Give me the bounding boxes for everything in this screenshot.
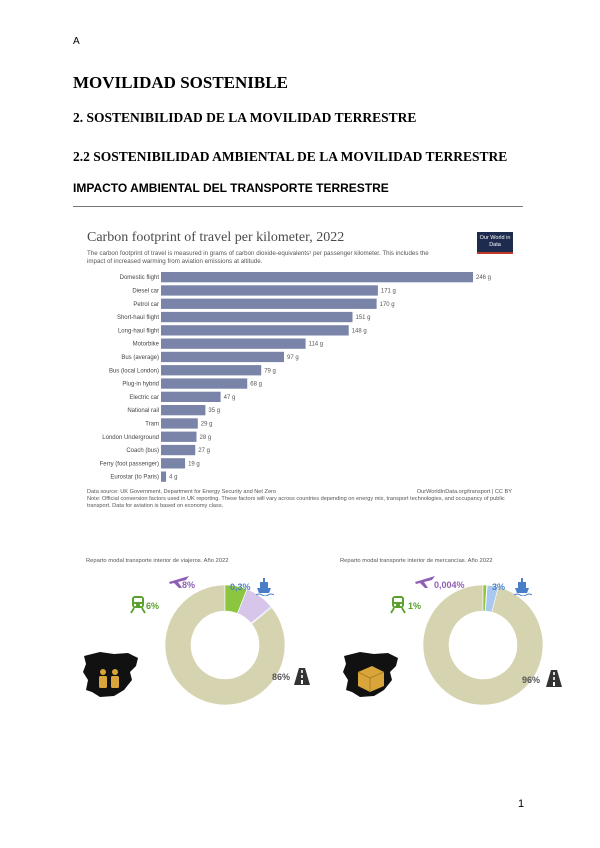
bar (161, 352, 284, 362)
bar (161, 299, 377, 309)
bar-category-label: Motorbike (132, 341, 159, 348)
bar-category-label: Long-haul flight (117, 328, 159, 335)
bar (161, 378, 247, 388)
bar (161, 312, 353, 322)
bar-value-label: 79 g (264, 368, 276, 375)
bar-value-label: 29 g (200, 421, 213, 428)
bar (161, 325, 349, 335)
chart-title: Carbon footprint of travel per kilometer, 2022 (87, 230, 345, 245)
bar-value-label: 170 g (379, 301, 395, 308)
spain-silhouette (83, 652, 138, 697)
bar-category-label: Bus (average) (121, 354, 159, 361)
bar-value-label: 171 g (380, 288, 396, 295)
freight-air-label: 0,004% (434, 580, 465, 590)
passengers-rail-label: 6% (146, 601, 160, 611)
bar (161, 445, 195, 455)
bar-category-label: Coach (bus) (126, 448, 159, 455)
passengers-road-label: 86% (272, 672, 291, 682)
bar (161, 472, 166, 482)
chart-credit: OurWorldInData.org/transport | CC BY (416, 489, 512, 495)
bar-value-label: 27 g (198, 448, 210, 455)
bar-category-label: Domestic flight (119, 275, 159, 282)
bar-value-label: 148 g (351, 328, 367, 335)
bar (161, 405, 205, 415)
chart-subtitle: The carbon footprint of travel is measured in grams of carbon dioxide-equivalents¹ per passenger kilometer. This includes the impact of increased warming from aviation emissions at altitude. (87, 250, 429, 265)
bar-category-label: Short-haul flight (116, 315, 159, 322)
bar-value-label: 28 g (199, 434, 212, 441)
page-title: MOVILIDAD SOSTENIBLE (73, 73, 288, 92)
bar (161, 418, 198, 428)
airplane-icon (414, 572, 436, 590)
train-icon (128, 594, 148, 614)
freight-modal-split (338, 558, 568, 708)
page-number: 1 (518, 798, 525, 810)
donut-chart-passengers (160, 580, 290, 710)
bar (161, 458, 185, 468)
road-icon (544, 668, 564, 688)
bar-category-label: National rail (127, 408, 159, 415)
ship-icon (512, 576, 532, 596)
bar (161, 339, 306, 349)
passengers-sea-label: 0,3% (230, 582, 251, 592)
ship-icon (254, 576, 274, 596)
spain-map-freight (340, 650, 402, 700)
road-icon (292, 666, 312, 686)
bar (161, 365, 261, 375)
bar-category-label: Diesel car (132, 288, 159, 295)
bar-category-label: Electric car (129, 394, 159, 401)
freight-sea-label: 3% (492, 582, 506, 592)
bar-chart-svg (87, 272, 517, 486)
topic-heading: IMPACTO AMBIENTAL DEL TRANSPORTE TERRESTRE (73, 181, 389, 195)
passenger-modal-split (80, 558, 310, 708)
corner-mark: A (73, 36, 80, 47)
bar-value-label: 35 g (208, 408, 221, 415)
bar (161, 285, 378, 295)
section-heading: 2. SOSTENIBILIDAD DE LA MOVILIDAD TERRESTRE (73, 110, 417, 125)
spain-map-passengers (80, 650, 142, 700)
passengers-air-label: 8% (182, 580, 196, 590)
train-icon (388, 594, 408, 614)
bar-value-label: 19 g (188, 461, 200, 468)
freight-rail-label: 1% (408, 601, 422, 611)
bar (161, 392, 221, 402)
bar-value-label: 68 g (250, 381, 262, 388)
bar-category-label: Petrol car (133, 301, 159, 308)
bar-value-label: 151 g (355, 315, 371, 322)
bar (161, 272, 473, 282)
bar-value-label: 246 g (476, 275, 492, 282)
chart-footer (87, 489, 512, 511)
freight-road-label: 96% (522, 675, 541, 685)
donut-chart-freight (418, 580, 548, 710)
owid-logo-text: Our World in Data (479, 235, 511, 248)
bar-category-label: London Underground (102, 434, 159, 441)
chart-note: Note: Official conversion factors used in UK reporting. These factors will vary across countries depending on energy mix, transport technologies, and occupancy of public transport. Data for aviation is based on economy class. (87, 496, 505, 510)
bar-category-label: Bus (local London) (108, 368, 159, 375)
heading-rule (73, 206, 523, 207)
owid-logo-bar (477, 252, 513, 254)
bar-value-label: 47 g (223, 394, 236, 401)
bar (161, 432, 197, 442)
owid-logo (477, 232, 513, 254)
donut-title-passengers: Reparto modal transporte interior de viajeros. Año 2022 (86, 558, 229, 564)
bar-value-label: 4 g (169, 474, 178, 481)
bar-category-label: Ferry (foot passenger) (99, 461, 159, 468)
donut-title-freight: Reparto modal transporte interior de mercancías. Año 2022 (340, 558, 493, 564)
subsection-heading: 2.2 SOSTENIBILIDAD AMBIENTAL DE LA MOVILIDAD TERRESTRE (73, 149, 508, 164)
chart-source: Data source: UK Government, Department for Energy Security and Net Zero (87, 489, 277, 495)
bar-category-label: Eurostar (to Paris) (110, 474, 159, 481)
bar-category-label: Tram (145, 421, 159, 428)
bar-value-label: 97 g (287, 354, 299, 361)
bar-value-label: 114 g (308, 341, 324, 348)
bar-category-label: Plug-in hybrid (122, 381, 159, 388)
carbon-footprint-chart (87, 222, 517, 518)
